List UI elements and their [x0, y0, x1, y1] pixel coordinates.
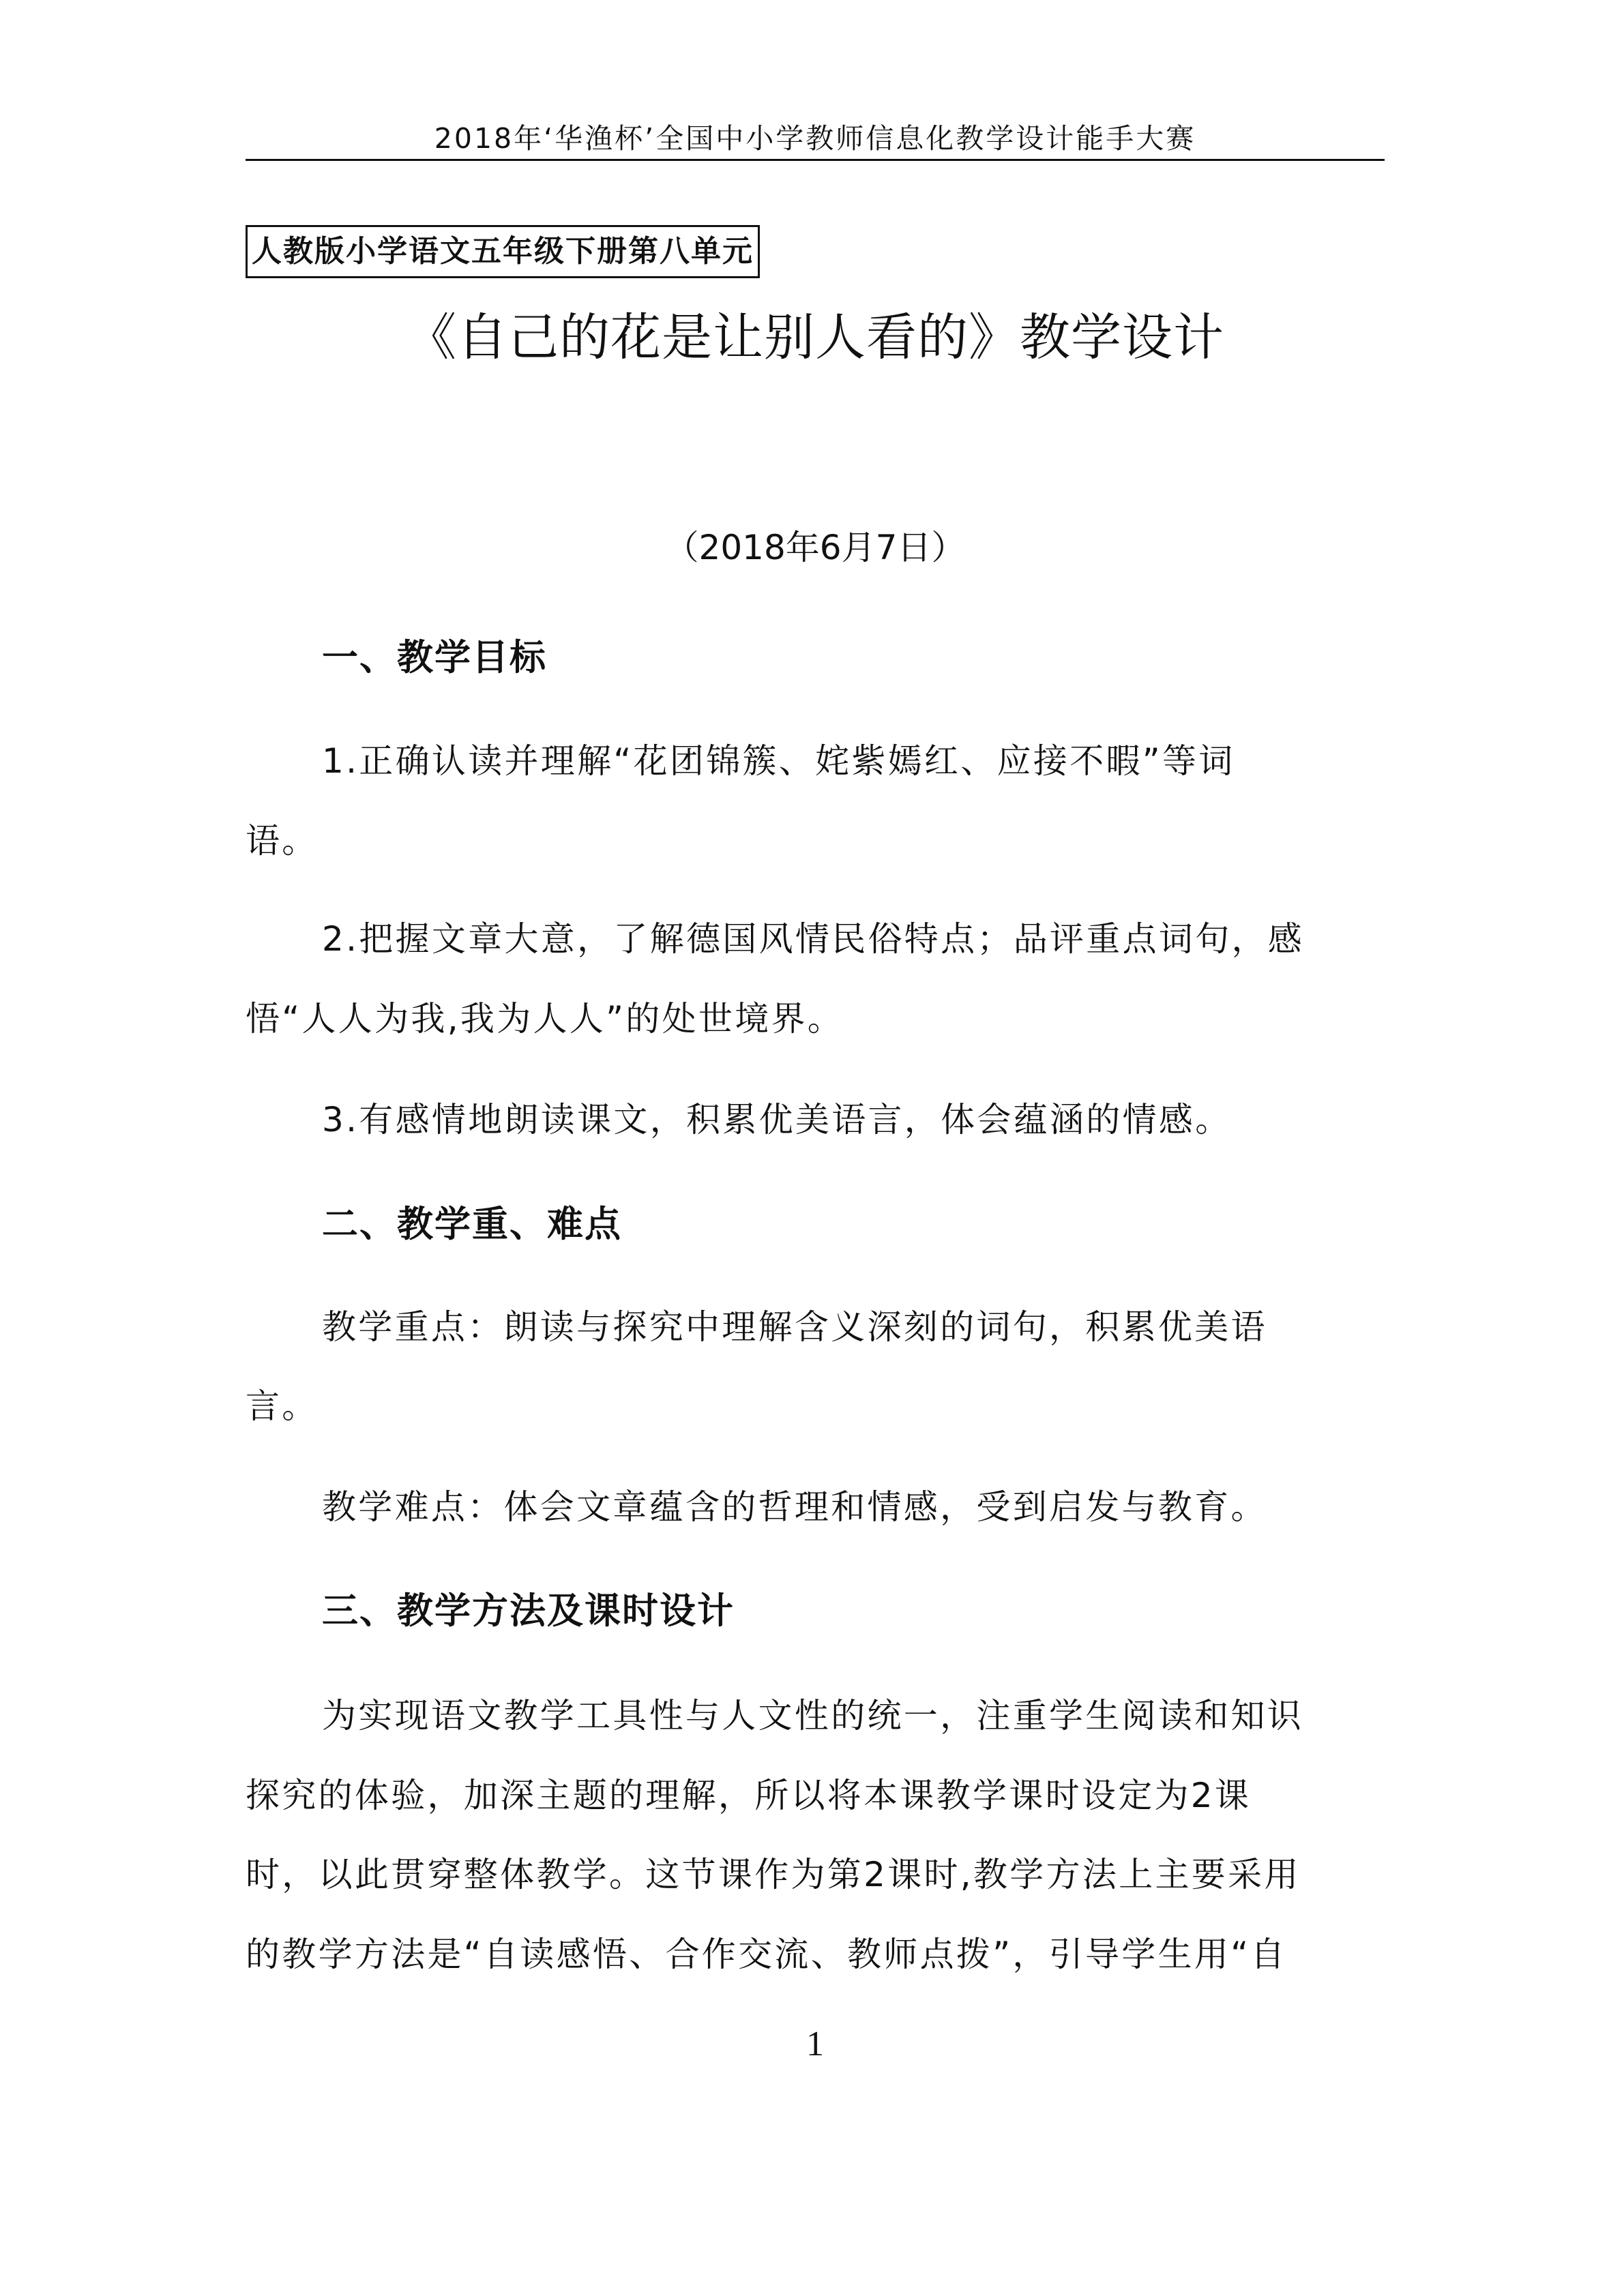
methods-paragraph-line-2: 探究的体验，加深主题的理解，所以将本课教学课时设定为2课 [246, 1776, 1252, 1815]
objective-2-line-2: 悟“人人为我,我为人人”的处世境界。 [246, 999, 844, 1039]
section-heading-methods: 三、教学方法及课时设计 [322, 1590, 735, 1632]
objective-1-line-1: 1.正确认读并理解“花团锦簇、姹紫嫣红、应接不暇”等词 [322, 741, 1235, 781]
methods-paragraph-line-1: 为实现语文教学工具性与人文性的统一，注重学生阅读和知识 [322, 1696, 1304, 1735]
objective-1-line-2: 语。 [246, 821, 319, 861]
section-heading-objectives: 一、教学目标 [322, 637, 547, 679]
section-heading-key-points: 二、教学重、难点 [322, 1204, 622, 1245]
unit-label-box: 人教版小学语文五年级下册第八单元 [246, 225, 760, 278]
methods-paragraph-line-4: 的教学方法是“自读感悟、合作交流、教师点拨”，引导学生用“自 [246, 1935, 1287, 1974]
methods-paragraph-line-3: 时，以此贯穿整体教学。这节课作为第2课时,教学方法上主要采用 [246, 1855, 1301, 1894]
key-point-line-1: 教学重点：朗读与探究中理解含义深刻的词句，积累优美语 [322, 1307, 1267, 1347]
document-date: （2018年6月7日） [664, 528, 966, 567]
header-rule [246, 159, 1385, 161]
running-header: 2018年‘华渔杯’全国中小学教师信息化教学设计能手大赛 [434, 122, 1196, 155]
key-point-line-2: 言。 [246, 1386, 319, 1426]
difficult-point-line-1: 教学难点：体会文章蕴含的哲理和情感，受到启发与教育。 [322, 1487, 1267, 1527]
objective-2-line-1: 2.把握文章大意，了解德国风情民俗特点；品评重点词句，感 [322, 919, 1305, 959]
objective-3-line-1: 3.有感情地朗读课文，积累优美语言，体会蕴涵的情感。 [322, 1100, 1232, 1139]
document-title: 《自己的花是让别人看的》教学设计 [406, 308, 1224, 367]
page-number: 1 [806, 2025, 824, 2063]
